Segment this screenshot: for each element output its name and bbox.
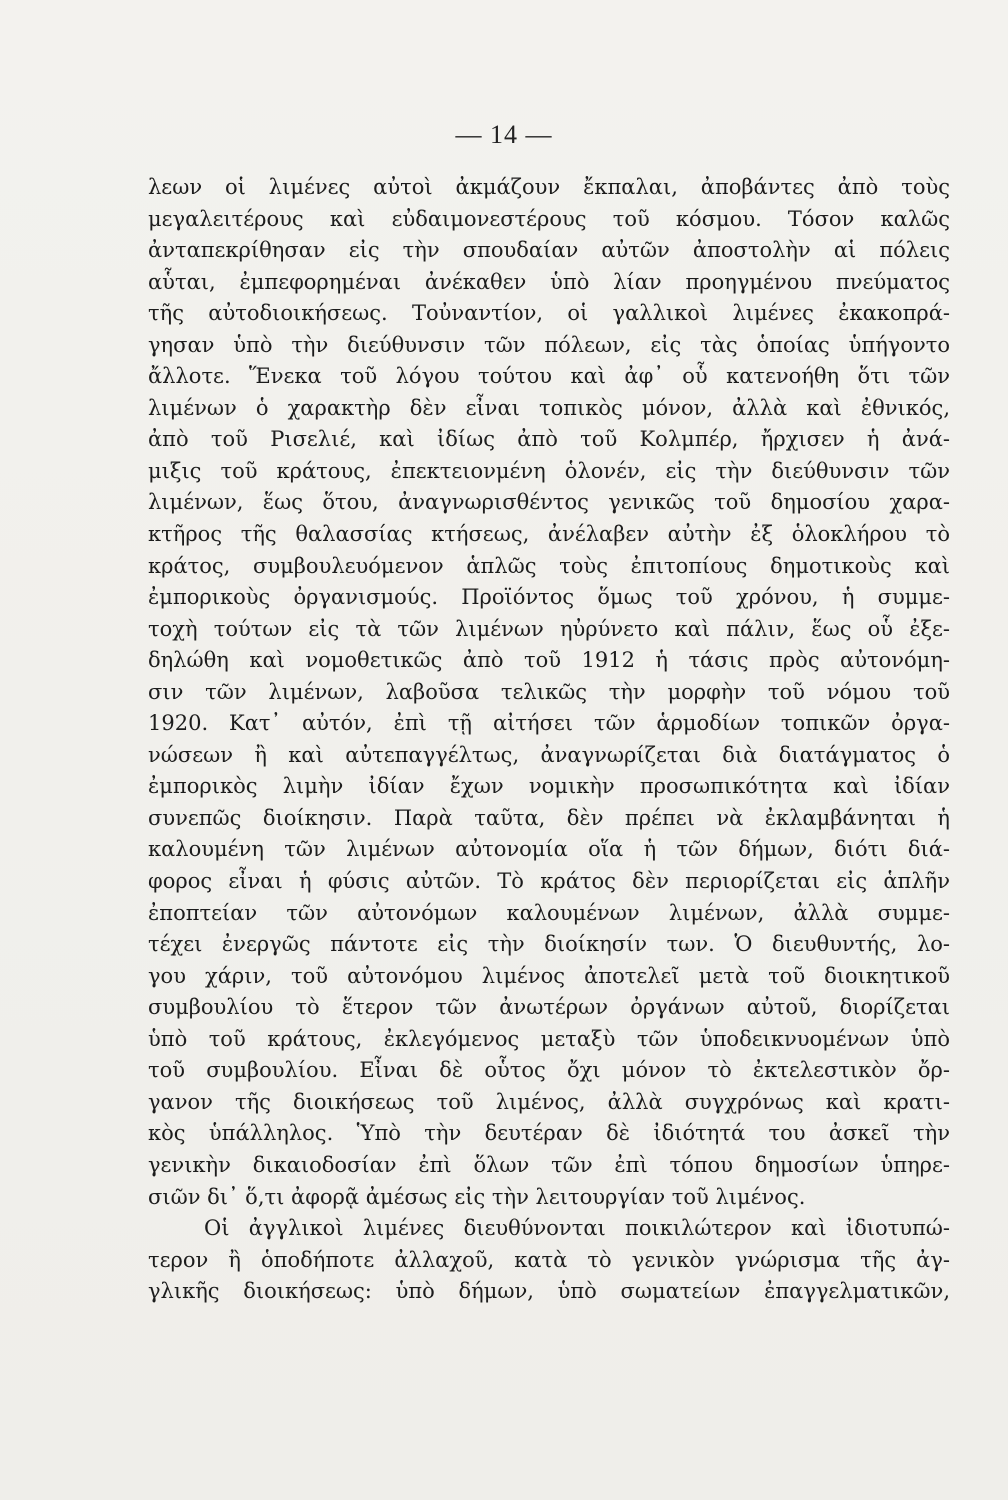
page-number: — 14 —: [455, 120, 553, 149]
text-line: δηλώθη καὶ νομοθετικῶς ἀπὸ τοῦ 1912 ἡ τάσις πρὸς αὐτονόμη-: [148, 648, 950, 673]
text-line: λιμένων, ἕως ὅτου, ἀναγνωρισθέντος γενικῶς τοῦ δημοσίου χαρα-: [148, 490, 950, 515]
text-line: αὗται, ἐμπεφορημέναι ἀνέκαθεν ὑπὸ λίαν προηγμένου πνεύματος: [148, 269, 950, 294]
text-line: γλικῆς διοικήσεως: ὑπὸ δήμων, ὑπὸ σωματείων ἐπαγγελματικῶν,: [148, 1279, 950, 1304]
body-text: [148, 172, 950, 1372]
text-line: τῆς αὐτοδιοικήσεως. Τοὐναντίον, οἱ γαλλικοὶ λιμένες ἐκακοπρά-: [148, 301, 950, 326]
text-line: συνεπῶς διοίκησιν. Παρὰ ταῦτα, δὲν πρέπει νὰ ἐκλαμβάνηται ἡ: [148, 805, 950, 830]
text-line: λιμένων ὁ χαρακτὴρ δὲν εἶναι τοπικὸς μόνον, ἀλλὰ καὶ ἐθνικός,: [148, 395, 950, 420]
text-line: λεων οἱ λιμένες αὐτοὶ ἀκμάζουν ἔκπαλαι, ἀποβάντες ἀπὸ τοὺς: [148, 175, 950, 199]
text-line: φορος εἶναι ἡ φύσις αὐτῶν. Τὸ κράτος δὲν περιορίζεται εἰς ἁπλῆν: [148, 869, 950, 894]
text-line: γου χάριν, τοῦ αὐτονόμου λιμένος ἀποτελεῖ μετὰ τοῦ διοικητικοῦ: [148, 963, 950, 988]
text-line: ἄλλοτε. Ἕνεκα τοῦ λόγου τούτου καὶ ἀφ᾽ οὗ κατενοήθη ὅτι τῶν: [148, 364, 950, 389]
text-line: σιν τῶν λιμένων, λαβοῦσα τελικῶς τὴν μορφὴν τοῦ νόμου τοῦ: [148, 679, 950, 704]
text-line: κὸς ὑπάλληλος. Ὑπὸ τὴν δευτέραν δὲ ἰδιότητά του ἀσκεῖ τὴν: [148, 1121, 950, 1146]
text-line: ἐμπορικοὺς ὀργανισμούς. Προϊόντος ὅμως τοῦ χρόνου, ἡ συμμε-: [148, 585, 950, 610]
text-line: μιξις τοῦ κράτους, ἐπεκτειονμένη ὁλονέν, εἰς τὴν διεύθυνσιν τῶν: [148, 458, 950, 483]
text-line: νώσεων ἢ καὶ αὐτεπαγγέλτως, ἀναγνωρίζεται διὰ διατάγματος ὁ: [148, 742, 950, 767]
text-line: τοῦ συμβουλίου. Εἶναι δὲ οὗτος ὄχι μόνον τὸ ἐκτελεστικὸν ὄρ-: [148, 1058, 950, 1083]
text-line: τοχὴ τούτων εἰς τὰ τῶν λιμένων ηὐρύνετο καὶ πάλιν, ἕως οὗ ἐξε-: [148, 616, 950, 641]
text-line: γησαν ὑπὸ τὴν διεύθυνσιν τῶν πόλεων, εἰς τὰς ὁποίας ὑπήγοντο: [148, 332, 950, 357]
text-line: ἀπὸ τοῦ Ρισελιέ, καὶ ἰδίως ἀπὸ τοῦ Κολμπέρ, ἤρχισεν ἡ ἀνά-: [148, 427, 950, 452]
text-line: γανον τῆς διοικήσεως τοῦ λιμένος, ἀλλὰ συγχρόνως καὶ κρατι-: [148, 1089, 950, 1114]
text-line: συμβουλίου τὸ ἕτερον τῶν ἀνωτέρων ὀργάνων αὐτοῦ, διορίζεται: [148, 995, 950, 1020]
text-line: καλουμένη τῶν λιμένων αὐτονομία οἵα ἡ τῶν δήμων, διότι διά-: [148, 837, 950, 862]
text-line: ὑπὸ τοῦ κράτους, ἐκλεγόμενος μεταξὺ τῶν ὑποδεικνυομένων ὑπὸ: [148, 1026, 950, 1051]
text-line: γενικὴν δικαιοδοσίαν ἐπὶ ὅλων τῶν ἐπὶ τόπου δημοσίων ὑπηρε-: [148, 1152, 950, 1177]
text-line: κράτος, συμβουλευόμενον ἁπλῶς τοὺς ἐπιτοπίους δημοτικοὺς καὶ: [148, 553, 950, 578]
text-line: ἐποπτείαν τῶν αὐτονόμων καλουμένων λιμένων, ἀλλὰ συμμε-: [148, 900, 950, 925]
text-line: 1920. Κατ᾽ αὐτόν, ἐπὶ τῇ αἰτήσει τῶν ἁρμοδίων τοπικῶν ὀργα-: [148, 711, 950, 736]
text-line: ἀνταπεκρίθησαν εἰς τὴν σπουδαίαν αὐτῶν ἀποστολὴν αἱ πόλεις: [148, 238, 950, 263]
text-line: σιῶν δι᾽ ὅ,τι ἀφορᾷ ἀμέσως εἰς τὴν λειτουργίαν τοῦ λιμένος.: [148, 1184, 806, 1209]
text-line: ἐμπορικὸς λιμὴν ἰδίαν ἔχων νομικὴν προσωπικότητα καὶ ἰδίαν: [148, 774, 950, 799]
text-line: Οἱ ἀγγλικοὶ λιμένες διευθύνονται ποικιλώτερον καὶ ἰδιοτυπώ-: [204, 1216, 950, 1241]
text-line: κτῆρος τῆς θαλασσίας κτήσεως, ἀνέλαβεν αὐτὴν ἐξ ὁλοκλήρου τὸ: [148, 522, 950, 547]
text-line: μεγαλειτέρους καὶ εὐδαιμονεστέρους τοῦ κόσμου. Τόσον καλῶς: [148, 206, 950, 231]
text-line: τέχει ἐνεργῶς πάντοτε εἰς τὴν διοίκησίν των. Ὁ διευθυντής, λο-: [148, 932, 950, 957]
text-line: τερον ἢ ὁποδήποτε ἀλλαχοῦ, κατὰ τὸ γενικὸν γνώρισμα τῆς ἀγ-: [148, 1247, 950, 1272]
